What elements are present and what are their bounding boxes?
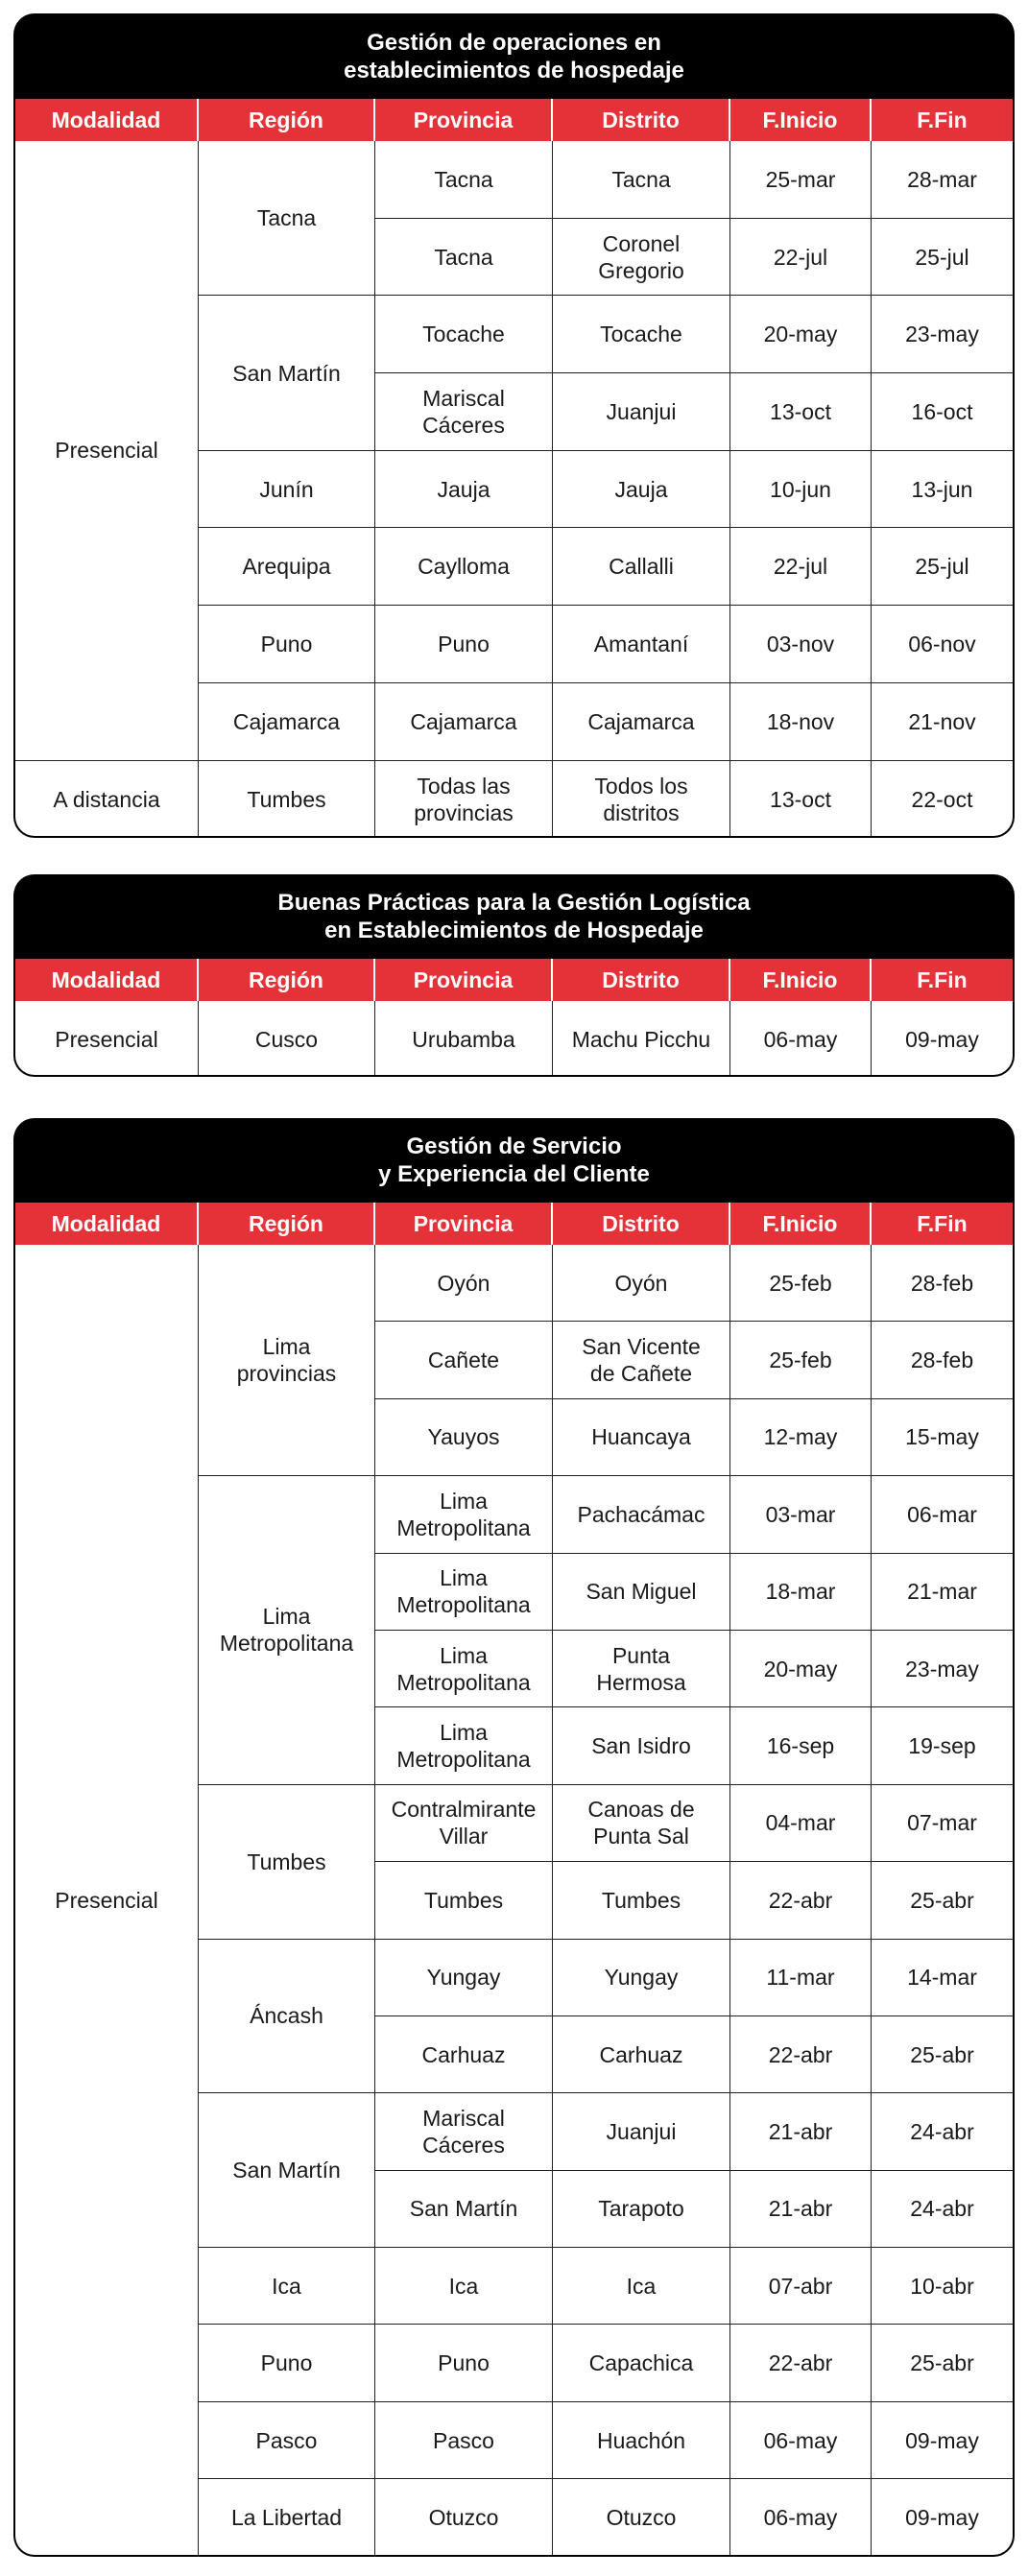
region-cell: Cajamarca (199, 683, 375, 761)
distrito-cell: San Vicente de Cañete (553, 1322, 730, 1398)
fecha-inicio-cell: 07-abr (730, 2248, 872, 2325)
region-cell: San Martín (199, 2093, 375, 2248)
column-header: F.Fin (872, 99, 1013, 141)
distrito-cell: Amantaní (553, 606, 730, 683)
fecha-inicio-cell: 22-jul (730, 219, 872, 297)
distrito-cell: Tarapoto (553, 2171, 730, 2248)
region-cell: Puno (199, 2325, 375, 2401)
region-cell: Tumbes (199, 761, 375, 839)
fecha-inicio-cell: 25-mar (730, 141, 872, 219)
column-header: Distrito (553, 99, 730, 141)
provincia-cell: Mariscal Cáceres (375, 2093, 553, 2170)
fecha-inicio-cell: 16-sep (730, 1707, 872, 1784)
section-title (13, 874, 1015, 959)
provincia-cell: Mariscal Cáceres (375, 373, 553, 451)
fecha-fin-cell: 23-may (872, 1631, 1013, 1707)
provincia-cell: Tacna (375, 141, 553, 219)
column-header: Distrito (553, 959, 730, 1001)
provincia-cell: Lima Metropolitana (375, 1554, 553, 1631)
fecha-inicio-cell: 25-feb (730, 1245, 872, 1322)
provincia-cell: Caylloma (375, 528, 553, 606)
distrito-cell: Todos los distritos (553, 761, 730, 839)
column-header: Región (199, 959, 375, 1001)
region-cell: La Libertad (199, 2479, 375, 2556)
distrito-cell: Oyón (553, 1245, 730, 1322)
fecha-inicio-cell: 06-may (730, 2479, 872, 2556)
provincia-cell: Todas las provincias (375, 761, 553, 839)
fecha-inicio-cell: 18-mar (730, 1554, 872, 1631)
provincia-cell: San Martín (375, 2171, 553, 2248)
distrito-cell: Juanjui (553, 2093, 730, 2170)
fecha-inicio-cell: 12-may (730, 1399, 872, 1476)
fecha-fin-cell: 25-jul (872, 219, 1013, 297)
column-header: Modalidad (15, 99, 199, 141)
section-title (13, 1118, 1015, 1203)
fecha-inicio-cell: 04-mar (730, 1785, 872, 1862)
distrito-cell: Coronel Gregorio (553, 219, 730, 297)
provincia-cell: Cajamarca (375, 683, 553, 761)
provincia-cell: Otuzco (375, 2479, 553, 2556)
distrito-cell: Ica (553, 2248, 730, 2325)
region-cell: Ica (199, 2248, 375, 2325)
fecha-fin-cell: 21-nov (872, 683, 1013, 761)
provincia-cell: Contralmirante Villar (375, 1785, 553, 1862)
schedule-table (13, 99, 1015, 838)
modalidad-cell: Presencial (15, 1245, 199, 2557)
distrito-cell: Canoas de Punta Sal (553, 1785, 730, 1862)
distrito-cell: Tacna (553, 141, 730, 219)
fecha-fin-cell: 10-abr (872, 2248, 1013, 2325)
section-title-line: y Experiencia del Cliente (378, 1161, 650, 1187)
distrito-cell: Tocache (553, 296, 730, 373)
column-header: F.Fin (872, 959, 1013, 1001)
fecha-fin-cell: 07-mar (872, 1785, 1013, 1862)
column-header: Distrito (553, 1203, 730, 1245)
provincia-cell: Carhuaz (375, 2016, 553, 2093)
section-title (13, 13, 1015, 99)
fecha-inicio-cell: 18-nov (730, 683, 872, 761)
fecha-fin-cell: 23-may (872, 296, 1013, 373)
fecha-fin-cell: 24-abr (872, 2171, 1013, 2248)
fecha-inicio-cell: 03-mar (730, 1476, 872, 1553)
modalidad-cell: A distancia (15, 761, 199, 839)
provincia-cell: Lima Metropolitana (375, 1707, 553, 1784)
region-cell: Lima provincias (199, 1245, 375, 1476)
distrito-cell: Huachón (553, 2402, 730, 2479)
fecha-inicio-cell: 13-oct (730, 373, 872, 451)
distrito-cell: Otuzco (553, 2479, 730, 2556)
fecha-inicio-cell: 25-feb (730, 1322, 872, 1398)
fecha-fin-cell: 09-may (905, 2505, 979, 2531)
provincia-cell: Jauja (375, 451, 553, 529)
fecha-inicio-cell: 22-abr (730, 2016, 872, 2093)
section-title-line: Gestión de Servicio (406, 1133, 622, 1159)
provincia-cell: Tumbes (375, 1862, 553, 1939)
fecha-fin-cell: 28-feb (872, 1322, 1013, 1398)
fecha-fin-cell: 25-jul (872, 528, 1013, 606)
fecha-inicio-cell: 22-abr (730, 1862, 872, 1939)
fecha-fin-cell: 19-sep (872, 1707, 1013, 1784)
distrito-cell: San Isidro (553, 1707, 730, 1784)
fecha-fin-cell: 25-abr (872, 2016, 1013, 2093)
column-header: F.Fin (872, 1203, 1013, 1245)
distrito-cell: Pachacámac (553, 1476, 730, 1553)
fecha-fin-cell: 14-mar (872, 1940, 1013, 2016)
provincia-cell: Lima Metropolitana (375, 1476, 553, 1553)
distrito-cell: Yungay (553, 1940, 730, 2016)
column-header: Provincia (375, 99, 553, 141)
fecha-inicio-cell: 06-may (730, 1001, 872, 1077)
provincia-cell: Yauyos (375, 1399, 553, 1476)
fecha-inicio-cell: 20-may (730, 296, 872, 373)
column-header: F.Inicio (730, 99, 872, 141)
provincia-cell: Ica (375, 2248, 553, 2325)
distrito-cell: Tumbes (553, 1862, 730, 1939)
section-title-line: Buenas Prácticas para la Gestión Logística (277, 890, 751, 916)
provincia-cell: Puno (375, 2325, 553, 2401)
fecha-inicio-cell: 22-abr (730, 2325, 872, 2401)
distrito-cell: Machu Picchu (553, 1001, 730, 1077)
fecha-inicio-cell: 21-abr (730, 2171, 872, 2248)
fecha-fin-cell: 09-may (905, 1026, 979, 1052)
region-cell: Cusco (199, 1001, 375, 1077)
region-cell: Tacna (199, 141, 375, 296)
column-header: Región (199, 99, 375, 141)
region-cell: Áncash (199, 1940, 375, 2094)
fecha-inicio-cell: 06-may (730, 2402, 872, 2479)
provincia-cell: Puno (375, 606, 553, 683)
provincia-cell: Lima Metropolitana (375, 1631, 553, 1707)
region-cell: San Martín (199, 296, 375, 450)
fecha-fin-cell: 15-may (872, 1399, 1013, 1476)
distrito-cell: Cajamarca (553, 683, 730, 761)
region-cell: Pasco (199, 2402, 375, 2479)
distrito-cell: Carhuaz (553, 2016, 730, 2093)
region-cell: Puno (199, 606, 375, 683)
column-header: Región (199, 1203, 375, 1245)
column-header: Modalidad (15, 1203, 199, 1245)
provincia-cell: Tocache (375, 296, 553, 373)
provincia-cell: Urubamba (375, 1001, 553, 1077)
fecha-inicio-cell: 10-jun (730, 451, 872, 529)
fecha-fin-cell: 13-jun (872, 451, 1013, 529)
fecha-fin-cell: 25-abr (872, 1862, 1013, 1939)
fecha-fin-cell: 28-feb (872, 1245, 1013, 1322)
fecha-fin-cell: 09-may (872, 2402, 1013, 2479)
fecha-fin-cell: 24-abr (872, 2093, 1013, 2170)
fecha-inicio-cell: 11-mar (730, 1940, 872, 2016)
provincia-cell: Oyón (375, 1245, 553, 1322)
distrito-cell: Juanjui (553, 373, 730, 451)
fecha-inicio-cell: 21-abr (730, 2093, 872, 2170)
distrito-cell: San Miguel (553, 1554, 730, 1631)
column-header: F.Inicio (730, 1203, 872, 1245)
fecha-fin-cell: 22-oct (911, 786, 973, 812)
region-cell: Arequipa (199, 528, 375, 606)
distrito-cell: Capachica (553, 2325, 730, 2401)
column-header: Provincia (375, 959, 553, 1001)
fecha-inicio-cell: 03-nov (730, 606, 872, 683)
fecha-fin-cell: 16-oct (872, 373, 1013, 451)
fecha-inicio-cell: 22-jul (730, 528, 872, 606)
modalidad-cell: Presencial (15, 1001, 199, 1077)
section-title-line: en Establecimientos de Hospedaje (324, 918, 704, 943)
fecha-fin-cell: 21-mar (872, 1554, 1013, 1631)
fecha-inicio-cell: 13-oct (730, 761, 872, 839)
section-title-line: Gestión de operaciones en (367, 29, 661, 56)
provincia-cell: Yungay (375, 1940, 553, 2016)
provincia-cell: Pasco (375, 2402, 553, 2479)
distrito-cell: Jauja (553, 451, 730, 529)
region-cell: Lima Metropolitana (199, 1476, 375, 1785)
section-title-line: establecimientos de hospedaje (344, 57, 684, 83)
column-header: Modalidad (15, 959, 199, 1001)
fecha-inicio-cell: 20-may (730, 1631, 872, 1707)
region-cell: Tumbes (199, 1785, 375, 1940)
column-header: Provincia (375, 1203, 553, 1245)
fecha-fin-cell: 06-mar (872, 1476, 1013, 1553)
column-header: F.Inicio (730, 959, 872, 1001)
schedule-table (13, 1203, 1015, 2557)
fecha-fin-cell: 28-mar (872, 141, 1013, 219)
distrito-cell: Huancaya (553, 1399, 730, 1476)
provincia-cell: Cañete (375, 1322, 553, 1398)
distrito-cell: Punta Hermosa (553, 1631, 730, 1707)
fecha-fin-cell: 25-abr (872, 2325, 1013, 2401)
schedule-table (13, 959, 1015, 1077)
fecha-fin-cell: 06-nov (872, 606, 1013, 683)
region-cell: Junín (199, 451, 375, 529)
distrito-cell: Callalli (553, 528, 730, 606)
modalidad-cell: Presencial (15, 141, 199, 761)
provincia-cell: Tacna (375, 219, 553, 297)
